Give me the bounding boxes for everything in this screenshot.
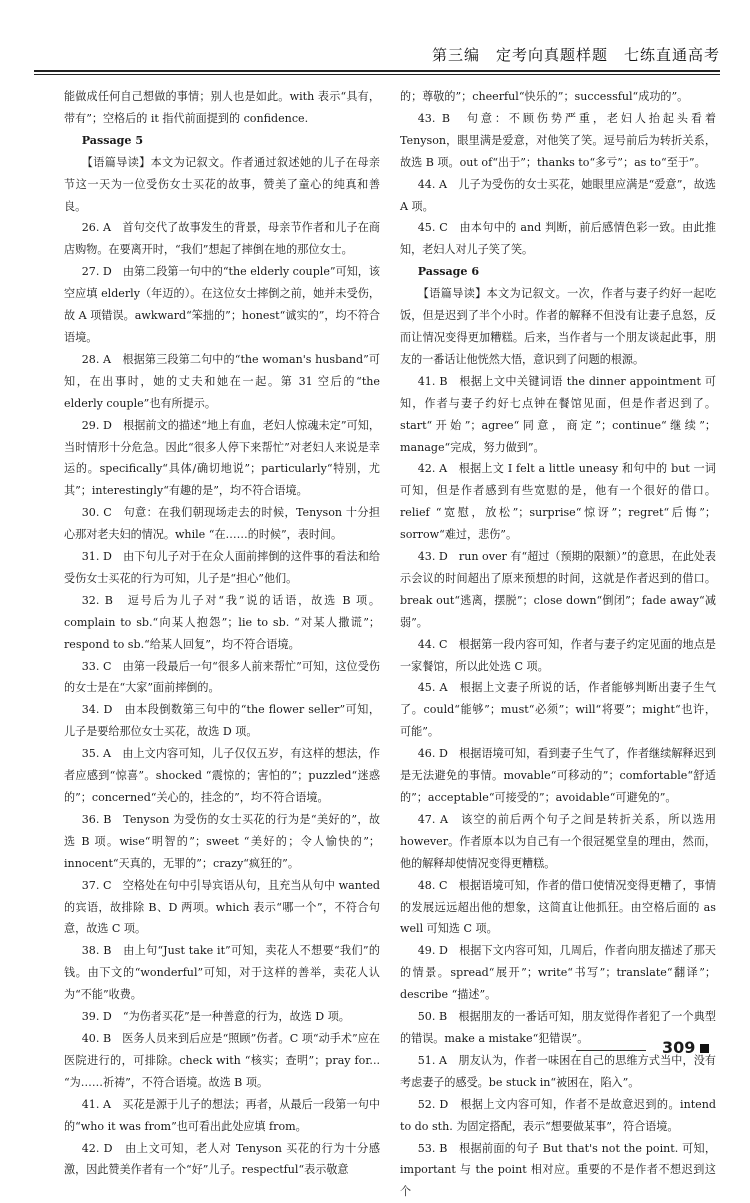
running-title: 第三编 定考向真题样题 七练直通高考 — [432, 44, 720, 65]
answer-paragraph: 42. A 根据上文 I felt a little uneasy 和句中的 but 一词可知，但是作者感到有些宽慰的是，他有一个很好的借口。relief “宽慰，放松”；surprise“惊讶”；regret“后悔”；sorrow“难过，悲伤”。 — [400, 458, 716, 546]
answer-paragraph: 50. B 根据朋友的一番话可知，朋友觉得作者犯了一个典型的错误。make a mistake“犯错误”。 — [400, 1006, 716, 1050]
answer-paragraph: 48. C 根据语境可知，作者的借口使情况变得更糟了，事情的发展远远超出他的想象，这简直让他抓狂。由空格后面的 as well 可知选 C 项。 — [400, 875, 716, 941]
answer-paragraph: 46. D 根据语境可知，看到妻子生气了，作者继续解释迟到是无法避免的事情。movable“可移动的”；comfortable“舒适的”；acceptable“可接受的”；avoidable“可避免的”。 — [400, 743, 716, 809]
header-rule — [34, 70, 720, 72]
answer-paragraph: 45. A 根据上文妻子所说的话，作者能够判断出妻子生气了。could“能够”；must“必须”；will“将要”；might“也许，可能”。 — [400, 677, 716, 743]
answer-paragraph: 29. D 根据前文的描述“地上有血，老妇人惊魂未定”可知，当时情形十分危急。因此“很多人停下来帮忙”对老妇人来说是幸运的。specifically“具体/确切地说”；particularly“特别，尤其”；interestingly“有趣的是”，均不符合语境。 — [64, 415, 380, 503]
left-column — [64, 86, 380, 1181]
answer-paragraph: 32. B 逗号后为儿子对“我”说的话语，故选 B 项。complain to sb.“向某人抱怨”；lie to sb. “对某人撒谎”；respond to sb.“给某人回复”，均不符合语境。 — [64, 590, 380, 656]
answer-paragraph: 【语篇导读】本文为记叙文。作者通过叙述她的儿子在母亲节这一天为一位受伤女士买花的故事，赞美了童心的纯真和善良。 — [64, 152, 380, 218]
answer-paragraph: 53. B 根据前面的句子 But that's not the point. 可知，important 与 the point 相对应。重要的不是作者不想迟到这个 — [400, 1138, 716, 1203]
answer-paragraph: 【语篇导读】本文为记叙文。一次，作者与妻子约好一起吃饭，但是迟到了半个小时。作者的解释不但没有让妻子息怒，反而让情况变得更加糟糕。后来，当作者与一个朋友谈起此事，朋友的一番话让他恍然大悟，意识到了问题的根源。 — [400, 283, 716, 371]
answer-paragraph: 28. A 根据第三段第二句中的“the woman's husband”可知，在出事时，她的丈夫和她在一起。第 31 空后的“the elderly couple”也有所提示。 — [64, 349, 380, 415]
answer-paragraph: 43. B 句意：不顾伤势严重，老妇人抬起头看着 Tenyson，眼里满是爱意，对他笑了笑。逗号前后为转折关系，故选 B 项。out of“出于”；thanks to“多亏”；as to“至于”。 — [400, 108, 716, 174]
answer-paragraph: 52. D 根据上文内容可知，作者不是故意迟到的。intend to do sth. 为固定搭配，表示“想要做某事”，符合语境。 — [400, 1094, 716, 1138]
answer-paragraph: 26. A 首句交代了故事发生的背景，母亲节作者和儿子在商店购物。在要离开时，“我们”想起了摔倒在地的那位女士。 — [64, 217, 380, 261]
answer-paragraph: 42. D 由上文可知，老人对 Tenyson 买花的行为十分感激，因此赞美作者有一个“好”儿子。respectful“表示敬意 — [64, 1138, 380, 1182]
continued-paragraph: 能做成任何自己想做的事情；别人也是如此。with 表示“具有，带有”；空格后的 it 指代前面提到的 confidence. — [64, 86, 380, 130]
page-header — [0, 0, 750, 80]
footer-rule — [576, 1050, 646, 1051]
answer-paragraph: 44. A 儿子为受伤的女士买花，她眼里应满是“爱意”，故选 A 项。 — [400, 174, 716, 218]
answer-paragraph: 51. A 朋友认为，作者一味困在自己的思维方式当中，没有考虑妻子的感受。be stuck in“被困在，陷入”。 — [400, 1050, 716, 1094]
answer-paragraph: 34. D 由本段倒数第三句中的“the flower seller”可知，儿子是要给那位女士买花，故选 D 项。 — [64, 699, 380, 743]
answer-paragraph: 33. C 由第一段最后一句“很多人前来帮忙”可知，这位受伤的女士是在“大家”面前摔倒的。 — [64, 656, 380, 700]
page-number: 309 — [662, 1038, 695, 1057]
continued-paragraph: 的；尊敬的”；cheerful“快乐的”；successful“成功的”。 — [400, 86, 716, 108]
passage-heading: Passage 6 — [418, 261, 716, 283]
right-column — [400, 86, 716, 1203]
answer-paragraph: 30. C 句意：在我们朝现场走去的时候，Tenyson 十分担心那对老夫妇的情况。while “在……的时候”，表时间。 — [64, 502, 380, 546]
passage-heading: Passage 5 — [82, 130, 380, 152]
answer-paragraph: 41. A 买花是源于儿子的想法；再者，从最后一段第一句中的“who it was from”也可看出此处应填 from。 — [64, 1094, 380, 1138]
answer-paragraph: 39. D “为伤者买花”是一种善意的行为，故选 D 项。 — [64, 1006, 380, 1028]
answer-paragraph: 37. C 空格处在句中引导宾语从句，且充当从句中 wanted 的宾语，故排除 B、D 两项。which 表示“哪一个”，不符合句意，故选 C 项。 — [64, 875, 380, 941]
answer-paragraph: 38. B 由上句“Just take it”可知，卖花人不想要“我们”的钱。由下文的“wonderful”可知，对于这样的善举，卖花人认为“不能”收费。 — [64, 940, 380, 1006]
answer-paragraph: 31. D 由下句儿子对于在众人面前摔倒的这件事的看法和给受伤女士买花的行为可知，儿子是“担心”他们。 — [64, 546, 380, 590]
answer-paragraph: 44. C 根据第一段内容可知，作者与妻子约定见面的地点是一家餐馆，所以此处选 C 项。 — [400, 634, 716, 678]
answer-paragraph: 49. D 根据下文内容可知，几周后，作者向朋友描述了那天的情景。spread“展开”；write“书写”；translate“翻译”；describe “描述”。 — [400, 940, 716, 1006]
header-rule-thin — [34, 74, 720, 75]
answer-paragraph: 41. B 根据上文中关键词语 the dinner appointment 可知，作者与妻子约好七点钟在餐馆见面，但是作者迟到了。start“开始”；agree“同意，商定”；continue“继续”；manage“完成，努力做到”。 — [400, 371, 716, 459]
answer-paragraph: 35. A 由上文内容可知，儿子仅仅五岁，有这样的想法，作者应感到“惊喜”。shocked “震惊的；害怕的”；puzzled“迷惑的”；concerned“关心的，挂念的”，均不符合语境。 — [64, 743, 380, 809]
answer-paragraph: 47. A 该空的前后两个句子之间是转折关系，所以选用 however。作者原本以为自己有一个很冠冕堂皇的理由，然而，他的解释却使情况变得更糟糕。 — [400, 809, 716, 875]
page-marker-square — [700, 1044, 709, 1053]
answer-paragraph: 36. B Tenyson 为受伤的女士买花的行为是“美好的”，故选 B 项。wise“明智的”；sweet “美好的；令人愉快的”；innocent“天真的，无罪的”；crazy“疯狂的”。 — [64, 809, 380, 875]
answer-paragraph: 43. D run over 有“超过（预期的限额）”的意思，在此处表示会议的时间超出了原来预想的时间，这就是作者迟到的借口。break out“逃离，摆脱”；close down“倒闭”；fade away“减弱”。 — [400, 546, 716, 634]
answer-paragraph: 45. C 由本句中的 and 判断，前后感情色彩一致。由此推知，老妇人对儿子笑了笑。 — [400, 217, 716, 261]
answer-paragraph: 40. B 医务人员来到后应是“照顾”伤者。C 项“动手术”应在医院进行的，可排除。check with “核实；查明”；pray for... “为……祈祷”，不符合语境。故选 B 项。 — [64, 1028, 380, 1094]
answer-paragraph: 27. D 由第二段第一句中的“the elderly couple”可知，该空应填 elderly（年迈的）。在这位女士摔倒之前，她并未受伤，故 A 项错误。awkward“笨拙的”；honest“诚实的”，均不符合语境。 — [64, 261, 380, 349]
